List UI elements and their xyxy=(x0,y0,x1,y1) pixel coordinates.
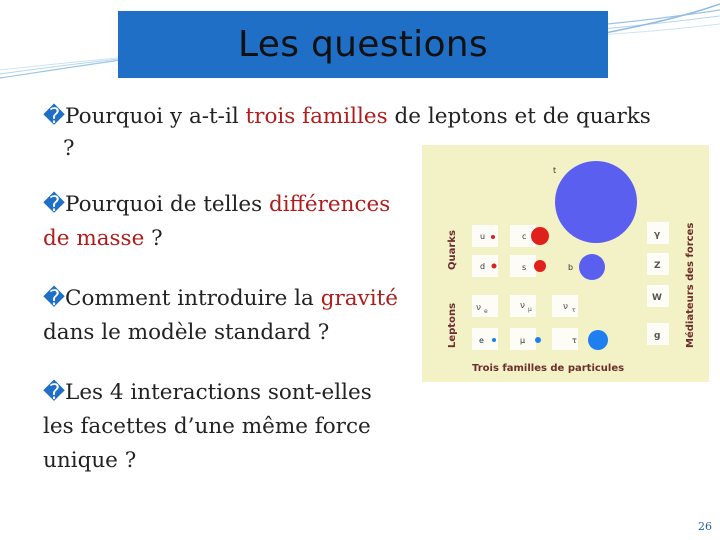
particle-nu-e: ν xyxy=(476,303,482,313)
slide-title: Les questions xyxy=(238,24,488,65)
boson-z: Z xyxy=(654,261,661,271)
question-2 xyxy=(43,188,423,256)
bullet-icon: � xyxy=(43,380,66,405)
particle-c: c xyxy=(522,232,527,241)
particle-nu-tau: ν xyxy=(563,302,569,312)
particle-families-figure xyxy=(422,145,709,382)
particle-nu-mu: ν xyxy=(520,301,526,311)
bottom-quark-circle xyxy=(579,254,605,280)
particle-b: b xyxy=(568,263,574,272)
particle-u: u xyxy=(480,232,486,241)
question-2-text: Pourquoi de telles xyxy=(65,192,270,217)
particle-t: t xyxy=(553,166,557,175)
question-1 xyxy=(43,100,683,134)
quarks-label: Quarks xyxy=(447,230,458,270)
question-3 xyxy=(43,282,423,350)
particle-mu: μ xyxy=(520,336,526,345)
bullet-icon: � xyxy=(43,192,66,217)
question-2-text-end: ? xyxy=(144,226,163,251)
boson-photon: γ xyxy=(654,230,661,240)
page-number: 26 xyxy=(698,520,712,533)
question-2-highlight-2: de masse xyxy=(43,226,145,251)
up-quark-dot xyxy=(491,235,495,239)
force-mediators-label: Médiateurs des forces xyxy=(685,222,696,348)
question-4-text: Les 4 interactions sont-elles xyxy=(65,380,372,405)
particle-tau: τ xyxy=(572,336,577,345)
title-banner xyxy=(118,11,608,78)
question-4-continuation-2: unique ? xyxy=(43,448,137,473)
boson-gluon: g xyxy=(654,331,661,341)
bullet-icon: � xyxy=(43,286,66,311)
question-4-continuation: les facettes d’une même force xyxy=(43,414,371,439)
muon-dot xyxy=(535,337,541,343)
boson-w: W xyxy=(652,293,662,303)
question-4 xyxy=(43,376,423,478)
particle-d: d xyxy=(480,262,486,271)
question-1-text: Pourquoi y a-t-il xyxy=(65,104,246,129)
question-1-text-end: de leptons et de quarks xyxy=(387,104,651,129)
tau-circle xyxy=(588,330,608,350)
particle-s: s xyxy=(522,263,527,272)
question-2-highlight: différences xyxy=(269,192,391,217)
top-quark-circle xyxy=(555,161,637,243)
leptons-label: Leptons xyxy=(447,302,458,348)
particle-nu-e-sub: e xyxy=(484,308,488,315)
strange-quark-circle xyxy=(534,260,546,272)
question-1-continuation: ? xyxy=(63,136,75,161)
question-3-continuation: dans le modèle standard ? xyxy=(43,320,330,345)
electron-dot xyxy=(492,338,496,342)
question-1-highlight: trois familles xyxy=(245,104,388,129)
question-3-text: Comment introduire la xyxy=(65,286,321,311)
particle-nu-tau-sub: τ xyxy=(572,307,576,314)
figure-caption: Trois familles de particules xyxy=(472,363,625,374)
grid-cells xyxy=(472,222,669,350)
particle-families-svg xyxy=(422,145,709,382)
particle-e: e xyxy=(479,336,484,345)
down-quark-dot xyxy=(492,264,497,269)
charm-quark-circle xyxy=(531,227,549,245)
question-3-highlight: gravité xyxy=(320,286,398,311)
particle-nu-mu-sub: μ xyxy=(528,306,532,313)
bullet-icon: � xyxy=(43,104,66,129)
